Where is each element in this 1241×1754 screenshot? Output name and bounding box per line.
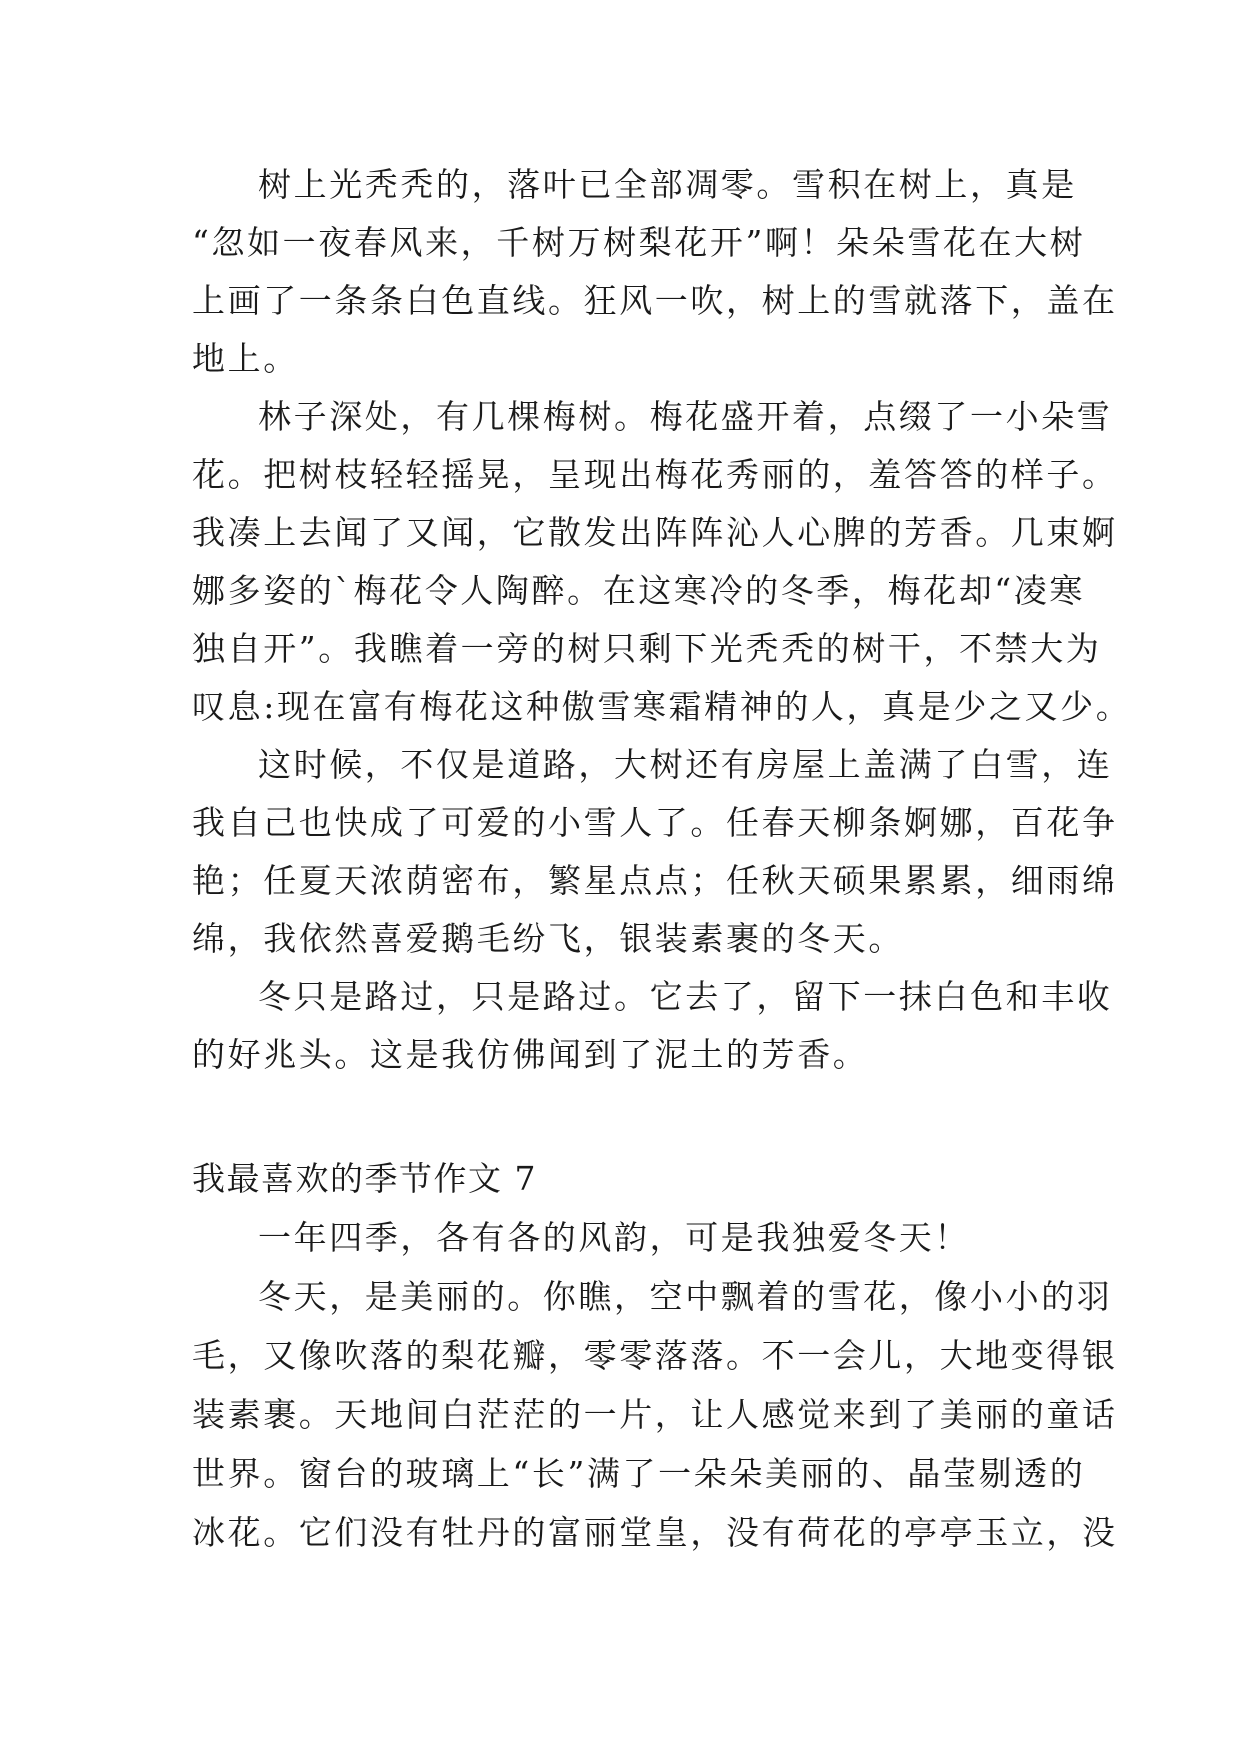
paragraph-3-line-3: 艳；任夏天浓荫密布，繁星点点；任秋天硕果累累，细雨绵 bbox=[192, 861, 1118, 900]
paragraph-4-line-1: 冬只是路过，只是路过。它去了，留下一抹白色和丰收 bbox=[258, 977, 1113, 1016]
paragraph-4-line-2: 的好兆头。这是我仿佛闻到了泥土的芳香。 bbox=[192, 1035, 869, 1074]
section-paragraph-2-line-3: 装素裹。天地间白茫茫的一片，让人感觉来到了美丽的童话 bbox=[192, 1395, 1118, 1434]
paragraph-2-line-1: 林子深处，有几棵梅树。梅花盛开着，点缀了一小朵雪 bbox=[258, 397, 1113, 436]
section-paragraph-1-line-1: 一年四季，各有各的风韵，可是我独爱冬天！ bbox=[258, 1218, 970, 1257]
section-title: 我最喜欢的季节作文 7 bbox=[192, 1159, 537, 1198]
paragraph-1-line-3: 上画了一条条白色直线。狂风一吹，树上的雪就落下，盖在 bbox=[192, 281, 1118, 320]
paragraph-1-line-4: 地上。 bbox=[192, 339, 299, 378]
paragraph-2-line-2: 花。把树枝轻轻摇晃，呈现出梅花秀丽的，羞答答的样子。 bbox=[192, 455, 1118, 494]
paragraph-3-line-1: 这时候，不仅是道路，大树还有房屋上盖满了白雪，连 bbox=[258, 745, 1113, 784]
paragraph-2-line-6: 叹息:现在富有梅花这种傲雪寒霜精神的人，真是少之又少。 bbox=[192, 687, 1132, 726]
paragraph-3-line-4: 绵，我依然喜爱鹅毛纷飞，银装素裹的冬天。 bbox=[192, 919, 904, 958]
section-paragraph-2-line-4: 世界。窗台的玻璃上“长”满了一朵朵美丽的、晶莹剔透的 bbox=[192, 1454, 1086, 1493]
paragraph-1-line-1: 树上光秃秃的，落叶已全部凋零。雪积在树上，真是 bbox=[258, 165, 1077, 204]
paragraph-2-line-5: 独自开”。我瞧着一旁的树只剩下光秃秃的树干，不禁大为 bbox=[192, 629, 1102, 668]
section-paragraph-2-line-5: 冰花。它们没有牡丹的富丽堂皇，没有荷花的亭亭玉立，没 bbox=[192, 1513, 1118, 1552]
paragraph-3-line-2: 我自己也快成了可爱的小雪人了。任春天柳条婀娜，百花争 bbox=[192, 803, 1118, 842]
section-paragraph-2-line-2: 毛，又像吹落的梨花瓣，零零落落。不一会儿，大地变得银 bbox=[192, 1336, 1118, 1375]
section-paragraph-2-line-1: 冬天，是美丽的。你瞧，空中飘着的雪花，像小小的羽 bbox=[258, 1277, 1113, 1316]
paragraph-2-line-4: 娜多姿的`梅花令人陶醉。在这寒冷的冬季，梅花却“凌寒 bbox=[192, 571, 1085, 610]
paragraph-1-line-2: “忽如一夜春风来，千树万树梨花开”啊！朵朵雪花在大树 bbox=[192, 223, 1086, 262]
paragraph-2-line-3: 我凑上去闻了又闻，它散发出阵阵沁人心脾的芳香。几束婀 bbox=[192, 513, 1118, 552]
